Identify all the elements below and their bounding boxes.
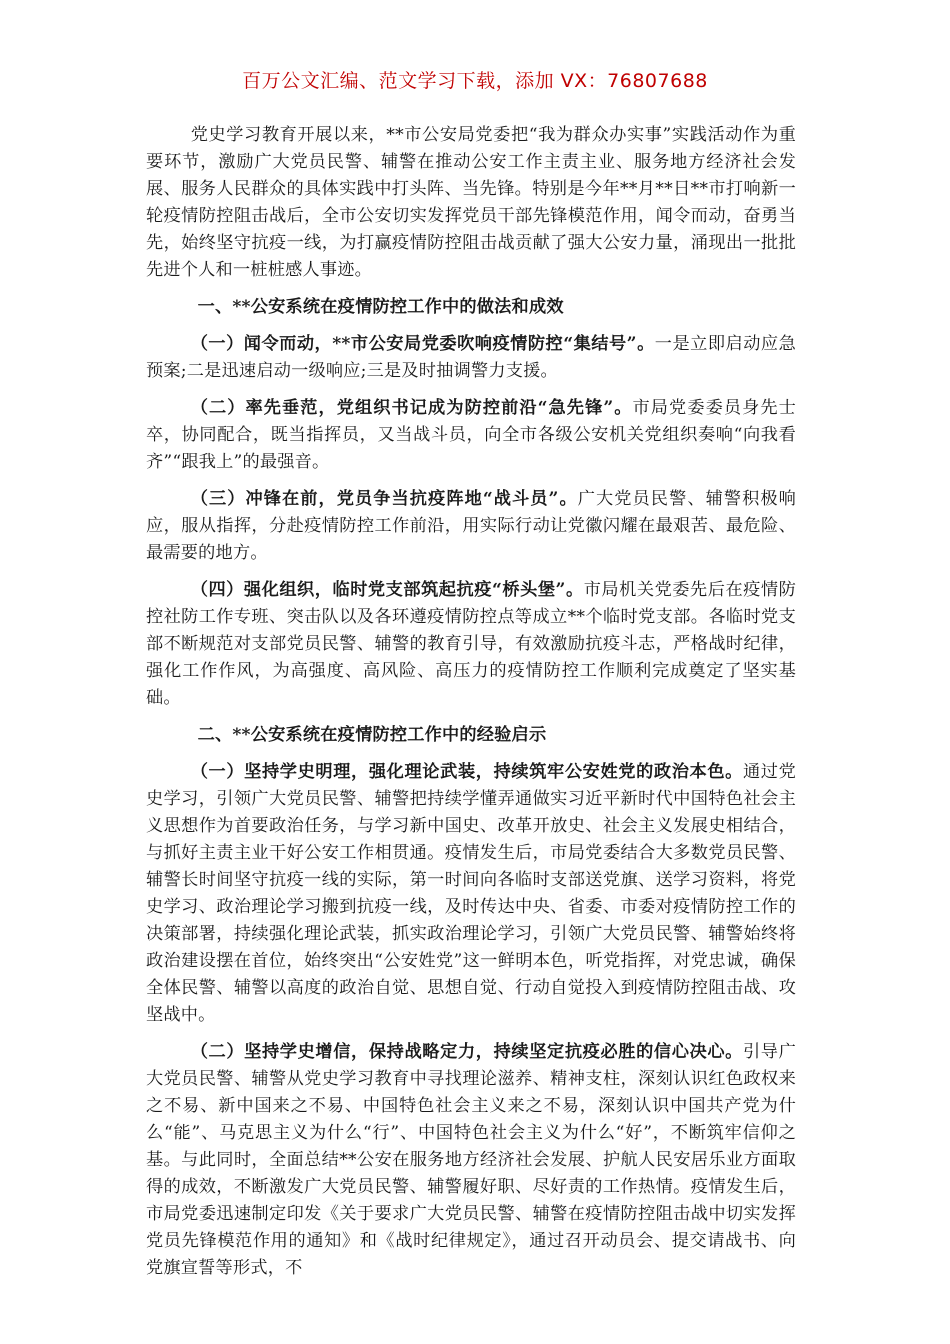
section-1-item-1-body: 一是立即启动应急预案;二是迅速启动一级响应;三是及时抽调警力支援。: [146, 334, 796, 381]
section-1-item-3: [146, 486, 796, 567]
section-1-item-1-lead: （一）闻令而动，**市公安局党委吹响疫情防控“集结号”。: [190, 334, 655, 354]
section-2-item-2-lead: （二）坚持学史增信，保持战略定力，持续坚定抗疫必胜的信心决心。: [190, 1042, 743, 1062]
section-1-item-3-body: 广大党员民警、辅警积极响应，服从指挥，分赴疫情防控工作前沿，用实际行动让党徽闪耀在最艰苦、最危险、最需要的地方。: [146, 489, 796, 563]
section-2-item-1: [146, 759, 796, 1029]
section-1-item-3-lead: （三）冲锋在前，党员争当抗疫阵地“战斗员”。: [190, 489, 578, 509]
section-2-item-2-body: 引导广大党员民警、辅警从党史学习教育中寻找理论滋养、精神支柱，深刻认识红色政权来之不易、新中国来之不易、中国特色社会主义来之不易，深刻认识中国共产党为什么“能”、马克思主义为什么“行”、中国特色社会主义为什么“好”，不断筑牢信仰之基。与此同时，全面总结**公安在服务地方经济社会发展、护航人民安居乐业方面取得的成效，不断激发广大党员民警、辅警履好职、尽好责的工作热情。疫情发生后，市局党委迅速制定印发《关于要求广大党员民警、辅警在疫情防控阻击战中切实发挥党员先锋模范作用的通知》和《战时纪律规定》，通过召开动员会、提交请战书、向党旗宣誓等形式，不: [146, 1042, 797, 1278]
section-2-title: 二、**公安系统在疫情防控工作中的经验启示: [197, 725, 547, 745]
section-2-item-2: [146, 1039, 796, 1282]
section-2-item-1-lead: （一）坚持学史明理，强化理论武装，持续筑牢公安姓党的政治本色。: [190, 762, 743, 782]
header-banner: 百万公文汇编、范文学习下载，添加 VX：76807688: [242, 70, 708, 92]
section-1-item-1: [146, 331, 796, 385]
section-2-item-1-body: 通过党史学习，引领广大党员民警、辅警把持续学懂弄通做实习近平新时代中国特色社会主义思想作为首要政治任务，与学习新中国史、改革开放史、社会主义发展史相结合，与抓好主责主业干好公安工作相贯通。疫情发生后，市局党委结合大多数党员民警、辅警长时间坚守抗疫一线的实际，第一时间向各临时支部送党旗、送学习资料，将党史学习、政治理论学习搬到抗疫一线，及时传达中央、省委、市委对疫情防控工作的决策部署，持续强化理论武装，抓实政治理论学习，引领广大党员民警、辅警始终将政治建设摆在首位，始终突出“公安姓党”这一鲜明本色，听党指挥，对党忠诚，确保全体民警、辅警以高度的政治自觉、思想自觉、行动自觉投入到疫情防控阻击战、攻坚战中。: [146, 762, 797, 1025]
section-1-title: 一、**公安系统在疫情防控工作中的做法和成效: [197, 297, 564, 317]
section-1-item-4: [146, 577, 796, 712]
intro-paragraph: 党史学习教育开展以来，**市公安局党委把“我为群众办实事”实践活动作为重要环节，激励广大党员民警、辅警在推动公安工作主责主业、服务地方经济社会发展、服务人民群众的具体实践中打头阵、当先锋。特别是今年**月**日**市打响新一轮疫情防控阻击战后，全市公安切实发挥党员干部先锋模范作用，闻令而动，奋勇当先，始终坚守抗疫一线，为打赢疫情防控阻击战贡献了强大公安力量，涌现出一批批先进个人和一桩桩感人事迹。: [146, 125, 796, 280]
section-1-item-4-body: 市局机关党委先后在疫情防控社防工作专班、突击队以及各环遵疫情防控点等成立**个临时党支部。各临时党支部不断规范对支部党员民警、辅警的教育引导，有效激励抗疫斗志，严格战时纪律，强化工作作风，为高强度、高风险、高压力的疫情防控工作顺利完成奠定了坚实基础。: [146, 580, 796, 708]
section-1-item-2: [146, 395, 796, 476]
document-body: [146, 122, 796, 1282]
section-1-item-2-lead: （二）率先垂范，党组织书记成为防控前沿“急先锋”。: [190, 398, 633, 418]
section-1-item-2-body: 市局党委委员身先士卒，协同配合，既当指挥员，又当战斗员，向全市各级公安机关党组织奏响“向我看齐”“跟我上”的最强音。: [146, 398, 796, 472]
section-1-item-4-lead: （四）强化组织，临时党支部筑起抗疫“桥头堡”。: [190, 580, 584, 600]
